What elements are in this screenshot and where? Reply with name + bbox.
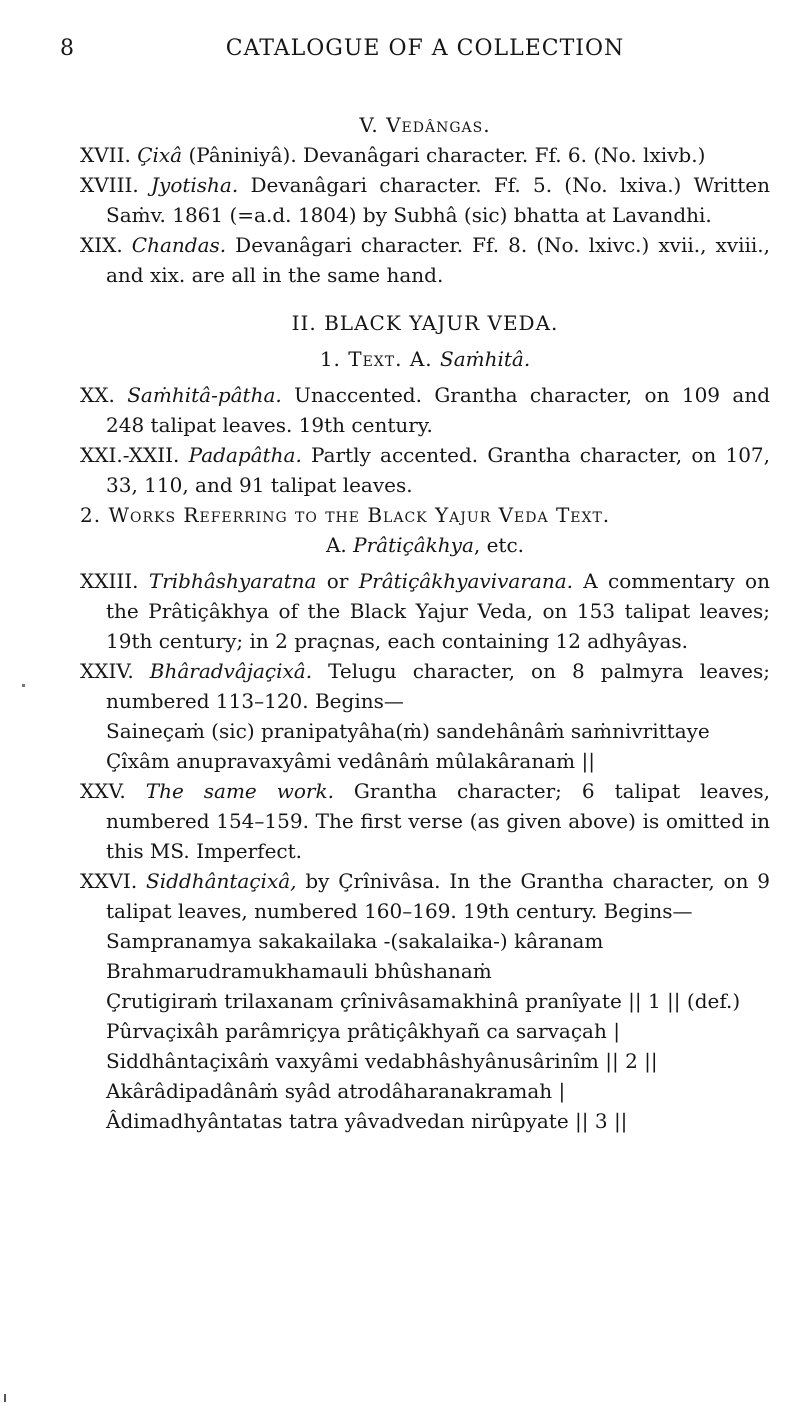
subsection-heading-pratiçakhya: A. Prâtiçâkhya, etc. <box>325 533 525 557</box>
margin-speck <box>22 684 25 687</box>
verse-line: Brahmarudramukhamauli bhûshanaṁ <box>106 959 492 983</box>
section-heading-works-referring: 2. Works Referring to the Black Yajur Veda Text. <box>80 503 611 527</box>
section-heading-black-yajur-veda: II. BLACK YAJUR VEDA. <box>291 311 559 335</box>
quoted-verse <box>80 716 770 776</box>
catalogue-entry: XIX. Chandas. Devanâgari character. Ff. 8. (No. lxivc.) xvii., xviii., and xix. are all in the same hand. <box>80 233 770 287</box>
running-head <box>60 36 750 66</box>
catalogue-entry: XXVI. Siddhântaçixâ, by Çrînivâsa. In the Grantha character, on 9 talipat leaves, numbered 160–169. 19th century. Begins— <box>80 869 771 923</box>
verse-line: Sampranamya sakakailaka -(sakalaika-) kâranam <box>106 929 604 953</box>
verse-line: Çrutigiraṁ trilaxanam çrînivâsamakhinâ pranîyate || 1 || (def.) <box>106 989 741 1013</box>
verse-line: Akârâdipadânâṁ syâd atrodâharanakramah | <box>106 1079 566 1103</box>
running-title: CATALOGUE OF A COLLECTION <box>225 36 625 61</box>
verse-line: Siddhântaçixâṁ vaxyâmi vedabhâshyânusârinîm || 2 || <box>106 1049 658 1073</box>
body-text <box>80 110 770 1136</box>
verse-line: Çîxâm anupravaxyâmi vedânâṁ mûlakâranaṁ || <box>106 749 595 773</box>
catalogue-entry: XXV. The same work. Grantha character; 6 talipat leaves, numbered 154–159. The first verse (as given above) is omitted in this MS. Imperfect. <box>80 779 770 863</box>
catalogue-entry: XVII. Çixâ (Pâniniyâ). Devanâgari character. Ff. 6. (No. lxivb.) <box>80 143 706 167</box>
catalogue-entry: XXIII. Tribhâshyaratna or Prâtiçâkhyavivarana. A commentary on the Prâtiçâkhya of the Black Yajur Veda, on 153 talipat leaves; 19th century; in 2 praçnas, each containing 12 adhyâyas. <box>80 569 770 653</box>
verse-line: Pûrvaçixâh parâmriçya prâtiçâkhyañ ca sarvaçah | <box>106 1019 620 1043</box>
margin-mark <box>4 1394 6 1402</box>
page-number: 8 <box>60 36 75 61</box>
section-heading-vedangas: V. Vedângas. <box>359 113 491 137</box>
verse-line: Saineçaṁ (sic) pranipatyâha(ṁ) sandehânâṁ saṁnivrittaye <box>106 719 710 743</box>
catalogue-entry: XXIV. Bhâradvâjaçixâ. Telugu character, on 8 palmyra leaves; numbered 113–120. Begins— <box>80 659 771 713</box>
quoted-verse <box>80 926 770 1136</box>
verse-line: Âdimadhyântatas tatra yâvadvedan nirûpyate || 3 || <box>106 1109 628 1133</box>
catalogue-entry: XXI.-XXII. Padapâtha. Partly accented. Grantha character, on 107, 33, 110, and 91 talipat leaves. <box>80 443 771 497</box>
catalogue-entry: XVIII. Jyotisha. Devanâgari character. Ff. 5. (No. lxiva.) Written Saṁv. 1861 (=a.d. 1804) by Subhâ (sic) bhatta at Lavandhi. <box>80 173 770 227</box>
catalogue-entry: XX. Saṁhitâ-pâtha. Unaccented. Grantha character, on 109 and 248 talipat leaves. 19th century. <box>80 383 770 437</box>
subsection-heading-text: 1. Text. A. Saṁhitâ. <box>319 347 531 371</box>
